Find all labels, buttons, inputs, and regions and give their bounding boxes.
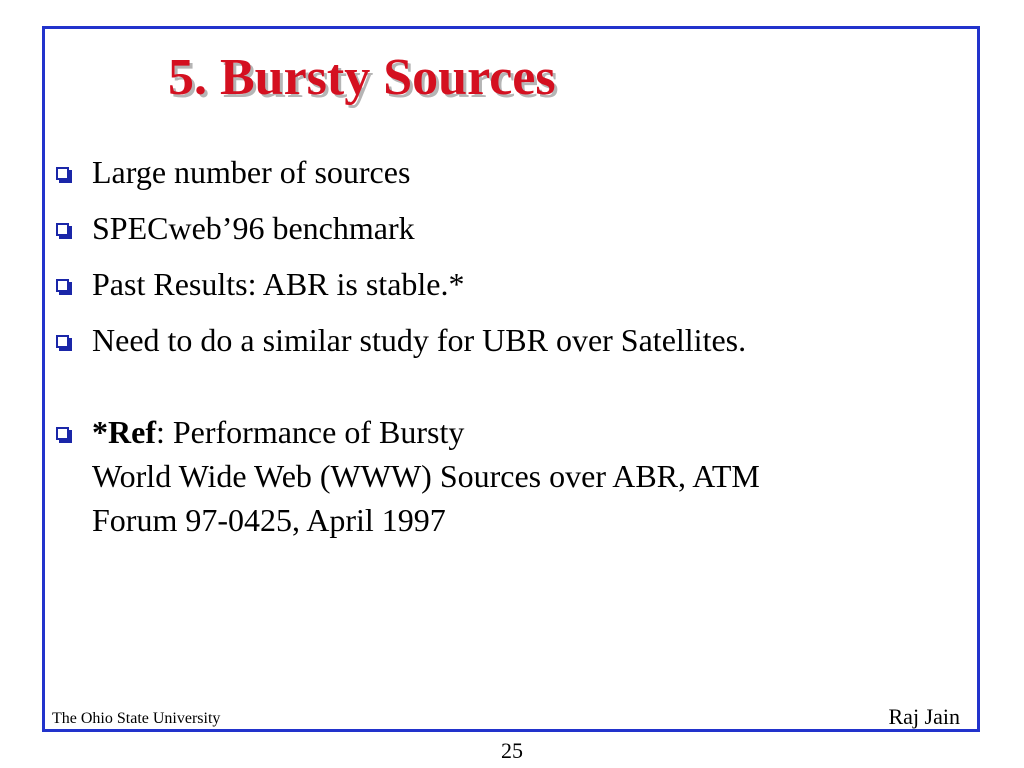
footer-author: Raj Jain [888, 704, 960, 729]
page-number: 25 [501, 738, 523, 763]
footer-institution: The Ohio State University [52, 710, 221, 727]
reference-line-3: Forum 97-0425, April 1997 [92, 502, 446, 538]
square-bullet-icon [56, 279, 69, 292]
reference-label: *Ref [92, 414, 156, 450]
reference-line-1 [92, 410, 952, 454]
slide-title: 5. Bursty Sources [168, 49, 556, 106]
square-bullet-icon [56, 335, 69, 348]
reference-text: : Performance of Bursty [155, 414, 465, 450]
bullet-item [52, 318, 952, 362]
bullet-item [52, 150, 952, 194]
reference-item [52, 410, 952, 542]
square-bullet-icon [56, 427, 69, 440]
bullet-text: Past Results: ABR is stable.* [92, 266, 465, 302]
bullet-text: Need to do a similar study for UBR over Satellites. [92, 322, 747, 358]
square-bullet-icon [56, 223, 69, 236]
square-bullet-icon [56, 167, 69, 180]
bullet-list [52, 150, 952, 554]
reference-line-2: World Wide Web (WWW) Sources over ABR, ATM [92, 458, 760, 494]
bullet-text: Large number of sources [92, 154, 411, 190]
bullet-text: SPECweb’96 benchmark [92, 210, 415, 246]
bullet-item [52, 262, 952, 306]
bullet-item [52, 206, 952, 250]
